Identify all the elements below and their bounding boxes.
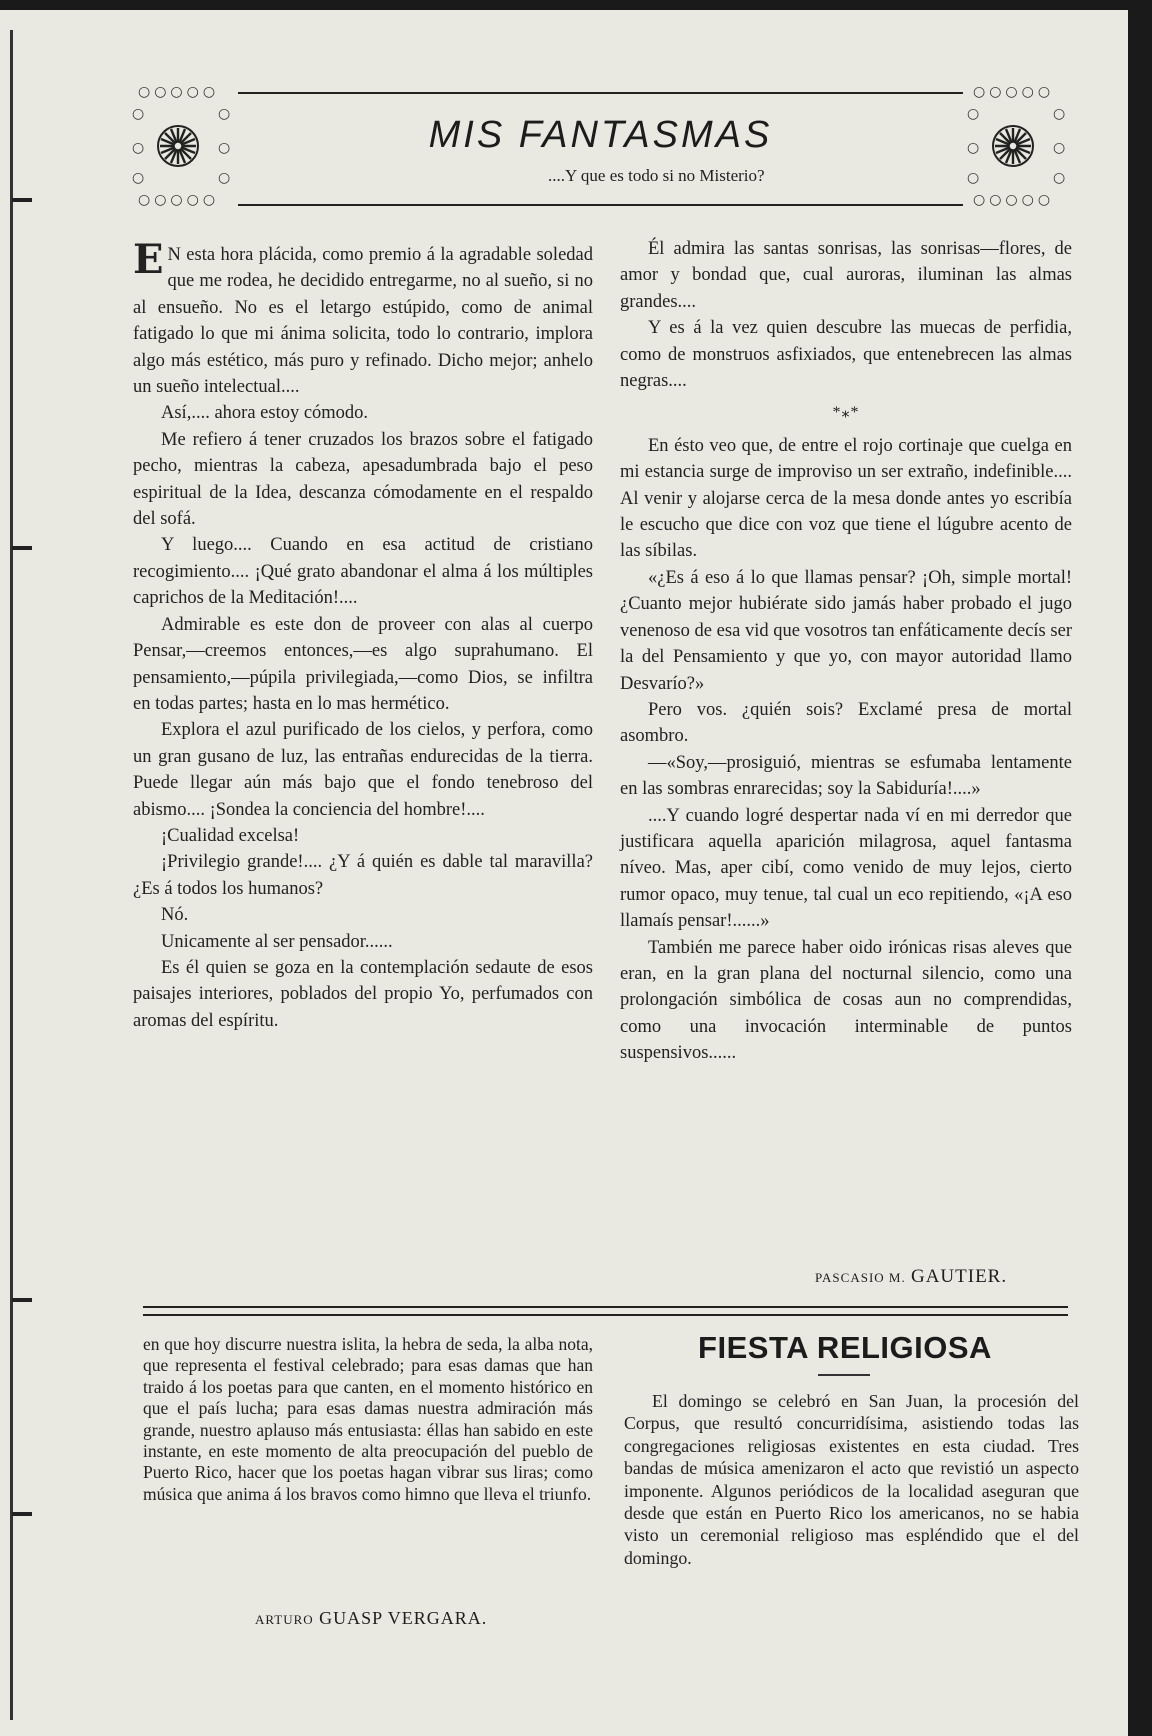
ornament-dot: ○ [967, 140, 984, 156]
continued-article-signature [255, 1608, 487, 1629]
paragraph-text: N esta hora plácida, como premio á la agradable soledad que me rodea, he decidido entregarme, no al sueño, si no al ensueño. No es el letargo estúpido, como de animal fatigado lo que mi ánima solicita, todo lo contrario, implora algo más estético, más puro y refinado. Dicho mejor; anhelo un sueño intelectual.... [133, 245, 593, 398]
article-title: MIS FANTASMAS [428, 114, 773, 156]
ornament-dot: ○ [218, 140, 235, 156]
ornament-dots: ○○○○○ [973, 192, 1055, 208]
fiesta-title-rule [818, 1374, 870, 1376]
ornament-dot: ○ [1053, 170, 1070, 186]
binding-stitch [12, 1512, 32, 1516]
article-column-right [620, 236, 1072, 1067]
article-paragraph: Unicamente al ser pensador...... [161, 931, 393, 952]
article-paragraph: en que hoy discurre nuestra islita, la hebra de seda, la alba nota, que representa el festival celebrado; para esas damas que han traido á los poetas para que canten, en el momento histórico en que el país lucha; para esas damas nuestra admiración más grande, nuestro aplauso más entusiasta: éllas han sabido en este instante, en este momento de alta preocupación del pueblo de Puerto Rico, hacer que los poetas hagan vibrar sus liras; como música que anima á los bravos como himno que lleva el triunfo. [143, 1334, 593, 1504]
signature-name: GUASP VERGARA. [319, 1608, 488, 1628]
signature-name: GAUTIER. [910, 1266, 1008, 1287]
ornament-dot: ○ [1053, 140, 1070, 156]
article-paragraph: Me refiero á tener cruzados los brazos sobre el fatigado pecho, mientras la cabeza, apesadumbrada bajo el peso espiritual de la Idea, descanza cómodamente en el respaldo del sofá. [133, 429, 593, 530]
fiesta-article [624, 1390, 1079, 1569]
binding-stitch [12, 198, 32, 202]
signature-prefix: PASCASIO M. [815, 1270, 906, 1285]
asterism-divider: *⁎* [832, 404, 860, 422]
article-subtitle: ....Y que es todo si no Misterio? [548, 166, 765, 185]
continued-article [143, 1334, 593, 1505]
binding-edge [10, 30, 13, 1720]
ornament-dots: ○○○○○ [138, 84, 220, 100]
article-paragraph: En ésto veo que, de entre el rojo cortinaje que cuelga en mi estancia surge de improviso un ser extraño, indefinible.... Al venir y alojarse cerca de la mesa donde antes yo escribía le escucho que dice con voz que tiene el lúgubre acento de las síbilas. [620, 435, 1072, 562]
signature-prefix: ARTURO [255, 1612, 314, 1627]
binding-stitch [12, 546, 32, 550]
article-paragraph [133, 236, 593, 400]
article-paragraph: Él admira las santas sonrisas, las sonrisas—flores, de amor y bondad que, cual auroras, iluminan las almas grandes.... [620, 239, 1072, 312]
ornament-dot: ○ [967, 106, 984, 122]
section-divider [143, 1314, 1068, 1316]
article-paragraph: —«Soy,—prosiguió, mientras se esfumaba lentamente en las sombras enrarecidas; soy la Sabiduría!....» [620, 752, 1072, 800]
article-paragraph: ¡Privilegio grande!.... ¿Y á quién es dable tal maravilla? ¿Es á todos los humanos? [133, 852, 593, 899]
article-column-left [133, 236, 593, 1034]
article-paragraph: Es él quien se goza en la contemplación sedaute de esos paisajes interiores, poblados del propio Yo, perfumados con aromas del espíritu. [133, 957, 593, 1031]
ornament-dot: ○ [132, 170, 149, 186]
article-paragraph: Admirable es este don de proveer con alas al cuerpo Pensar,—creemos entonces,—es algo suprahumano. El pensamiento,—púpila privilegiada,—como Dios, se infiltra en todas partes; hasta en lo mas hermético. [133, 614, 593, 714]
article-paragraph: Y es á la vez quien descubre las muecas de perfidia, como de monstruos asfixiados, que entenebrecen las almas negras.... [620, 318, 1072, 392]
article-paragraph: Así,.... ahora estoy cómodo. [161, 403, 369, 424]
rosette-ornament-icon [156, 124, 200, 168]
article-paragraph: Nó. [161, 905, 189, 926]
article-paragraph: Explora el azul purificado de los cielos, y perfora, como un gran gusano de luz, las entrañas endurecidas de la tierra. Puede llegar aún más bajo que el fondo tenebroso del abismo.... ¡Sondea la conciencia del hombre!.... [133, 720, 593, 820]
ornament-dot: ○ [1053, 106, 1070, 122]
ornament-dot: ○ [132, 140, 149, 156]
article-paragraph: ....Y cuando logré despertar nada ví en mi derredor que justificara aquella aparición milagrosa, aquel fantasma níveo. Mas, aper cibí, como venido de muy lejos, cierto rumor opaco, muy tenue, tal cual un eco repitiendo, «¡A eso llamaís pensar!......» [620, 805, 1072, 932]
ornament-dot: ○ [967, 170, 984, 186]
ornament-dot: ○ [218, 106, 235, 122]
section-divider [143, 1306, 1068, 1308]
binding-stitch [12, 1298, 32, 1302]
ornament-left [128, 80, 238, 210]
fiesta-title: FIESTA RELIGIOSA [698, 1330, 992, 1365]
article-paragraph: ¡Cualidad excelsa! [161, 825, 300, 846]
ornament-right [963, 80, 1073, 210]
ornament-dot: ○ [218, 170, 235, 186]
article-paragraph: El domingo se celebró en San Juan, la procesión del Corpus, que resultó concurridísima, asistiendo todas las congregaciones religiosas existentes en esta ciudad. Tres bandas de música amenizaron el acto que revistió un aspecto imponente. Algunos periódicos de la localidad aseguran que desde que están en Puerto Rico los americanos, no se habia visto un ceremonial religioso mas espléndido que el del domingo. [624, 1391, 1079, 1568]
ornament-dots: ○○○○○ [973, 84, 1055, 100]
article-paragraph: Pero vos. ¿quién sois? Exclamé presa de mortal asombro. [620, 699, 1072, 747]
masthead-rule-bottom [238, 204, 963, 206]
article-paragraph: Y luego.... Cuando en esa actitud de cristiano recogimiento.... ¡Qué grato abandonar el alma á los múltiples caprichos de la Meditación!.... [133, 535, 593, 609]
article-paragraph: «¿Es á eso á lo que llamas pensar? ¡Oh, simple mortal! ¿Cuanto mejor hubiérate sido jamás haber probado el jugo venenoso de esa vid que vosotros tan enfáticamente decís ser la del Pensamiento y que yo, con mayor autoridad llamo Desvarío?» [620, 567, 1072, 694]
article-signature [815, 1266, 1007, 1288]
article-paragraph: También me parece haber oido irónicas risas aleves que eran, en la gran plana del nocturnal silencio, como una prolongación simbólica de cosas aun no comprendidas, como una invocación interminable de puntos suspensivos...... [620, 937, 1072, 1064]
drop-cap: E [133, 236, 164, 283]
ornament-dots: ○○○○○ [138, 192, 220, 208]
ornament-dot: ○ [132, 106, 149, 122]
masthead-rule-top [238, 92, 963, 94]
rosette-ornament-icon [991, 124, 1035, 168]
article-masthead [128, 80, 1078, 210]
